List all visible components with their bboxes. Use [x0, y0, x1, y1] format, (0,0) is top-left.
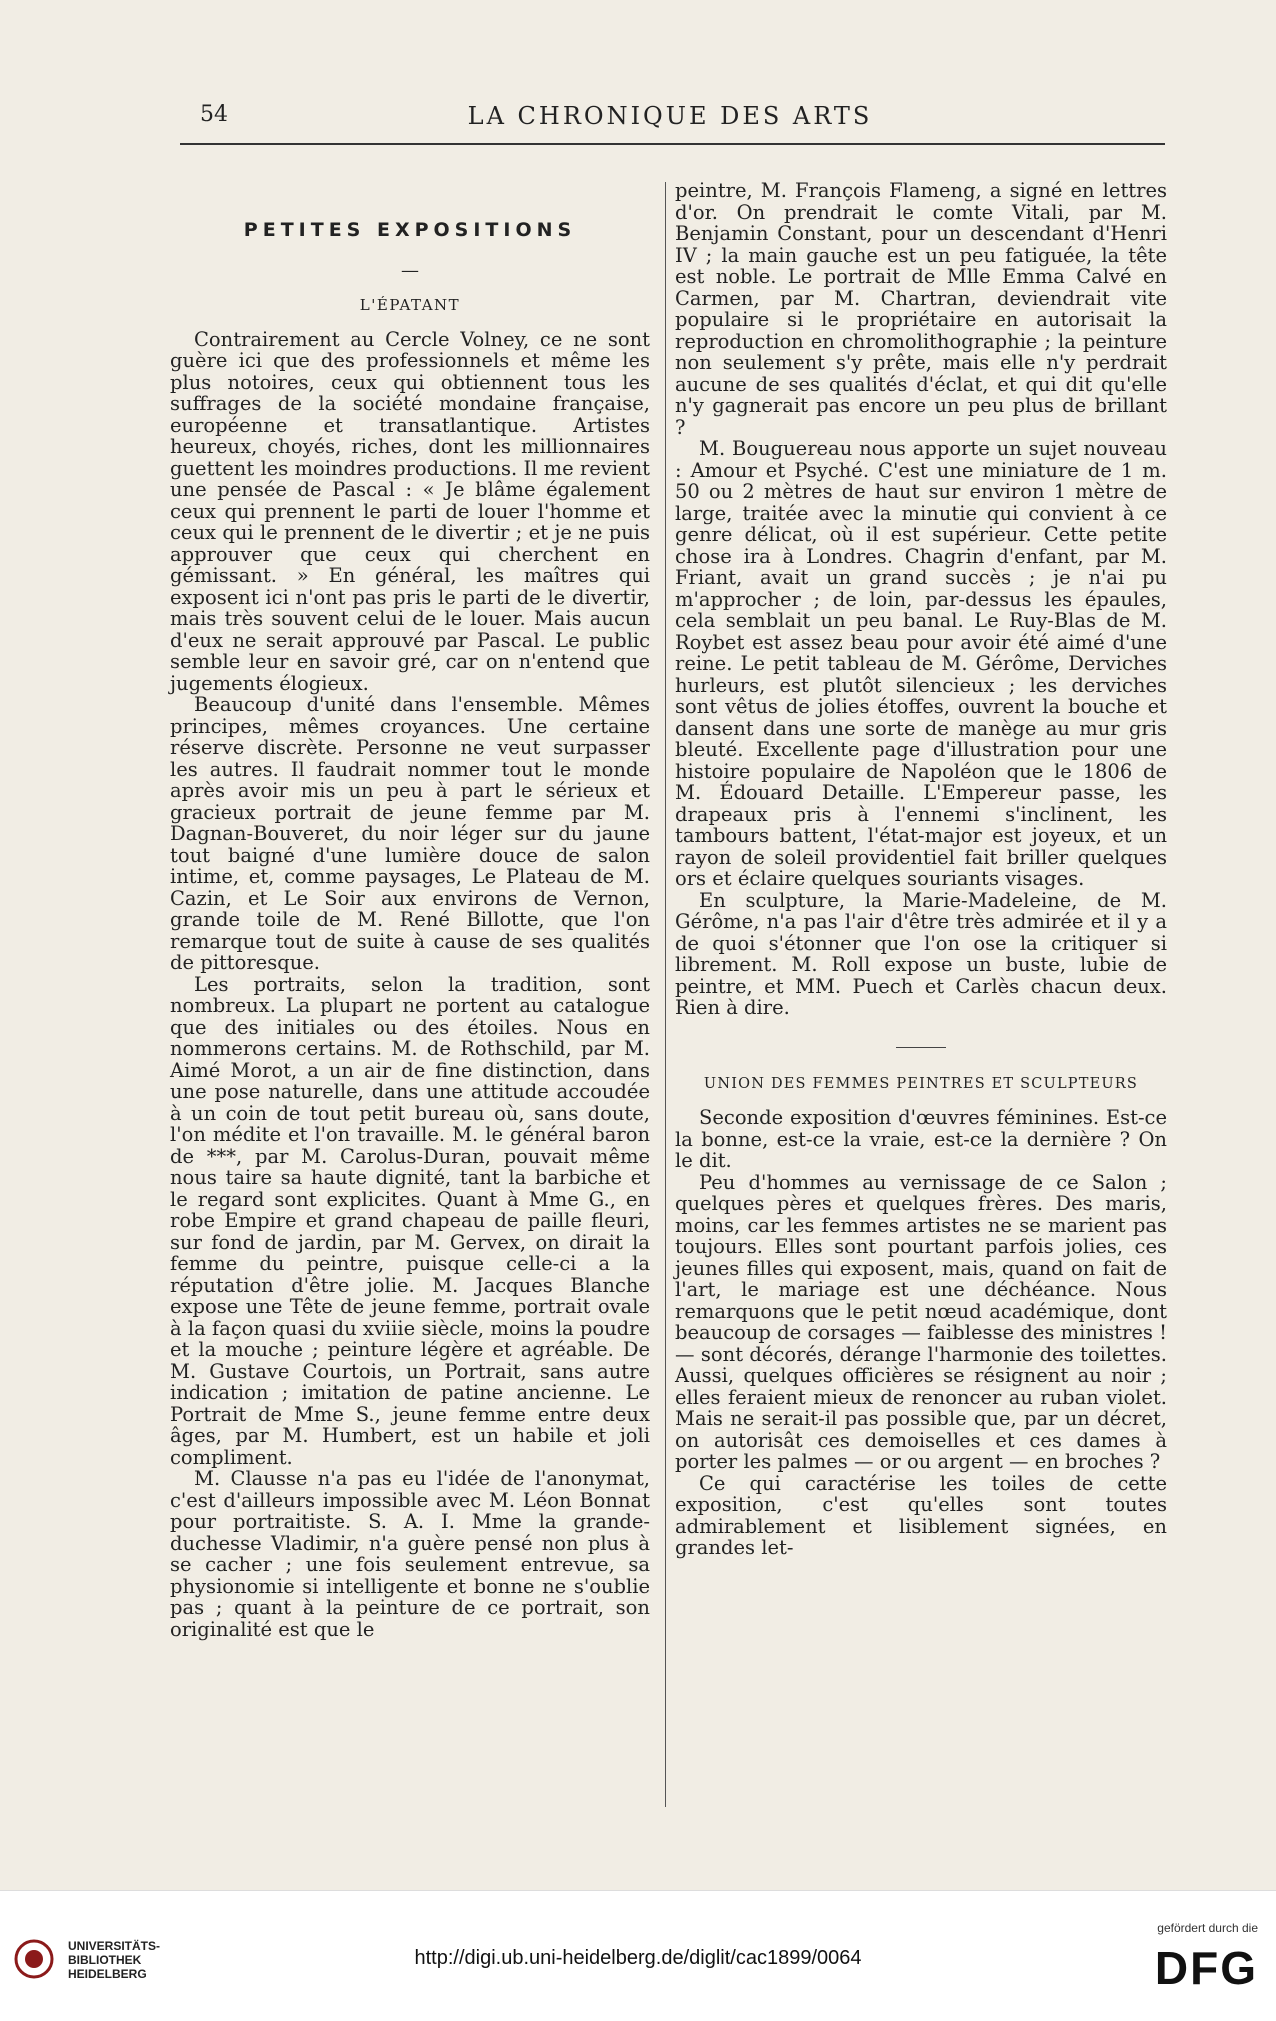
paragraph: Peu d'hommes au vernissage de ce Salon ; quelques pères et quelques frères. Des maris, moins, car les femmes artistes ne se marient pas toujours. Elles sont pourtant parfois jolies, ces jeunes filles qui exposent, mais, quand on fait de l'art, le mariage est une déchéance. Nous remarquons que le petit nœud académique, dont beaucoup de corsages — faiblesse des ministres ! — sont décorés, dérange l'harmonie des toilettes. Aussi, quelques officières se résignent au noir ; elles feraient mieux de renoncer au ruban violet. Mais ne serait-il pas possible que, par un décret, on autorisât ces demoiselles et ces dames à porter les palmes — or ou argent — en broches ?: [675, 1170, 1167, 1473]
paragraph: Ce qui caractérise les toiles de cette exposition, c'est qu'elles sont toutes admirablement et lisiblement signées, en grandes let-: [675, 1471, 1167, 1559]
section-title: PETITES EXPOSITIONS: [243, 219, 577, 241]
running-title: LA CHRONIQUE DES ARTS: [467, 102, 873, 130]
section-rule: [896, 1047, 946, 1048]
paragraph: Beaucoup d'unité dans l'ensemble. Mêmes principes, mêmes croyances. Une certaine réserve discrète. Personne ne veut surpasser les autres. Il faudrait nommer tout le monde après avoir mis un peu à part le sérieux et gracieux portrait de jeune femme par M. Dagnan-Bouveret, du noir léger sur du jaune tout baigné d'une lumière douce de salon intime, et, comme paysages, Le Plateau de M. Cazin, et Le Soir aux environs de Vernon, grande toile de M. René Billotte, que l'on remarque tout de suite à cause de ses qualités de pittoresque.: [170, 693, 650, 974]
left-column: [170, 160, 650, 1640]
column-divider: [665, 182, 666, 1807]
document-url-link[interactable]: http://digi.ub.uni-heidelberg.de/diglit/cac1899/0064: [414, 1947, 862, 1969]
funded-by-label: gefördert durch die: [1157, 1921, 1258, 1935]
viewer-footer: [0, 1890, 1276, 2021]
paragraph: Contrairement au Cercle Volney, ce ne sont guère ici que des professionnels et même les plus notoires, ceux qui obtiennent tous les suffrages de la société mondaine française, européenne et transatlantique. Artistes heureux, choyés, riches, dont les millionnaires guettent les moindres productions. Il me revient une pensée de Pascal : « Je blâme également ceux qui prennent le parti de louer l'homme et ceux qui le prennent de le divertir ; et je ne puis approuver que ceux qui cherchent en gémissant. » En général, les maîtres qui exposent ici n'ont pas pris le parti de le divertir, mais très souvent celui de le louer. Mais aucun d'eux ne serait approuvé par Pascal. Le public semble leur en savoir gré, car on n'entend que jugements élogieux.: [170, 327, 650, 695]
paragraph: M. Clausse n'a pas eu l'idée de l'anonymat, c'est d'ailleurs impossible avec M. Léon Bonnat pour portraitiste. S. A. I. Mme la grande-duchesse Vladimir, n'a guère pensé non plus à se cacher ; une fois seulement entrevue, sa physionomie si intelligente et bonne ne s'oublie pas ; quant à la peinture de ce portrait, son originalité est que le: [170, 1467, 650, 1641]
right-column: [675, 180, 1167, 1559]
page-number: 54: [200, 102, 228, 127]
paragraph: Les portraits, selon la tradition, sont nombreux. La plupart ne portent au catalogue que des initiales ou des étoiles. Nous en nommerons certains. M. de Rothschild, par M. Aimé Morot, a un air de fine distinction, dans une pose naturelle, dans une attitude accoudée à un coin de tout petit bureau où, sans doute, l'on médite et l'on travaille. M. le général baron de ***, par M. Carolus-Duran, pouvait même nous taire sa haute dignité, tant la barbiche et le regard sont explicites. Quant à Mme G., en robe Empire et grand chapeau de paille fleuri, sur fond de jardin, par M. Gervex, on dirait la femme du peintre, puisque celle-ci a la réputation d'être jolie. M. Jacques Blanche expose une Tête de jeune femme, portrait ovale à la façon quasi du xviiie siècle, moins la poudre et la mouche ; peinture légère et agréable. De M. Gustave Courtois, un Portrait, sans autre indication ; imitation de patine ancienne. Le Portrait de Mme S., jeune femme entre deux âges, par M. Humbert, est un habile et joli compliment.: [170, 972, 650, 1469]
paragraph: En sculpture, la Marie-Madeleine, de M. Gérôme, n'a pas l'air d'être très admirée et il y a de quoi s'étonner que l'on ose la critiquer si librement. M. Roll expose un buste, lubie de peintre, et MM. Puech et Carlès chacun deux. Rien à dire.: [675, 888, 1167, 1019]
dfg-logo: DFG: [1154, 1942, 1258, 1994]
subsection-title: UNION DES FEMMES PEINTRES ET SCULPTEURS: [703, 1075, 1139, 1092]
institution-name: UNIVERSITÄTS- BIBLIOTHEK HEIDELBERG: [68, 1939, 161, 1981]
paragraph: peintre, M. François Flameng, a signé en lettres d'or. On prendrait le comte Vitali, par M. Benjamin Constant, pour un descendant d'Henri IV ; la main gauche est un peu fatiguée, la tête est noble. Le portrait de Mlle Emma Calvé en Carmen, par M. Chartran, deviendrait vite populaire si le propriétaire en autorisait la reproduction en chromolithographie ; la peinture non seulement s'y prête, mais elle n'y perdrait aucune de ses qualités d'éclat, et qui dit qu'elle n'y gagnerait pas encore un peu plus de brillant ?: [675, 179, 1167, 439]
page-header: [180, 94, 1160, 134]
paragraph: Seconde exposition d'œuvres féminines. Est-ce la bonne, est-ce la vraie, est-ce la dernière ? On le dit.: [675, 1106, 1167, 1172]
section-dash: —: [401, 259, 419, 281]
subsection-title: L'ÉPATANT: [359, 296, 461, 314]
paragraph: M. Bouguereau nous apporte un sujet nouveau : Amour et Psyché. C'est une miniature de 1 m. 50 ou 2 mètres de haut sur environ 1 mètre de large, traitée avec la minutie qui convient à ce genre délicat, où il est supérieur. Cette petite chose ira à Londres. Chagrin d'enfant, par M. Friant, avait un grand succès ; je n'ai pu m'approcher ; de loin, par-dessus les épaules, cela semblait un peu banal. Le Ruy-Blas de M. Roybet est assez beau pour avoir été aimé d'une reine. Le petit tableau de M. Gérôme, Derviches hurleurs, est plutôt silencieux ; les derviches sont vêtus de jolies étoffes, ouvrent la bouche et dansent dans une sorte de manège au mur gris bleuté. Excellente page d'illustration pour une histoire populaire de Napoléon que le 1806 de M. Édouard Detaille. L'Empereur passe, les drapeaux pris à l'ennemi s'inclinent, les tambours battent, l'état-major est joyeux, et un rayon de soleil providentiel fait briller quelques ors et éclaire quelques souriants visages.: [675, 437, 1167, 890]
header-rule: [180, 143, 1165, 145]
